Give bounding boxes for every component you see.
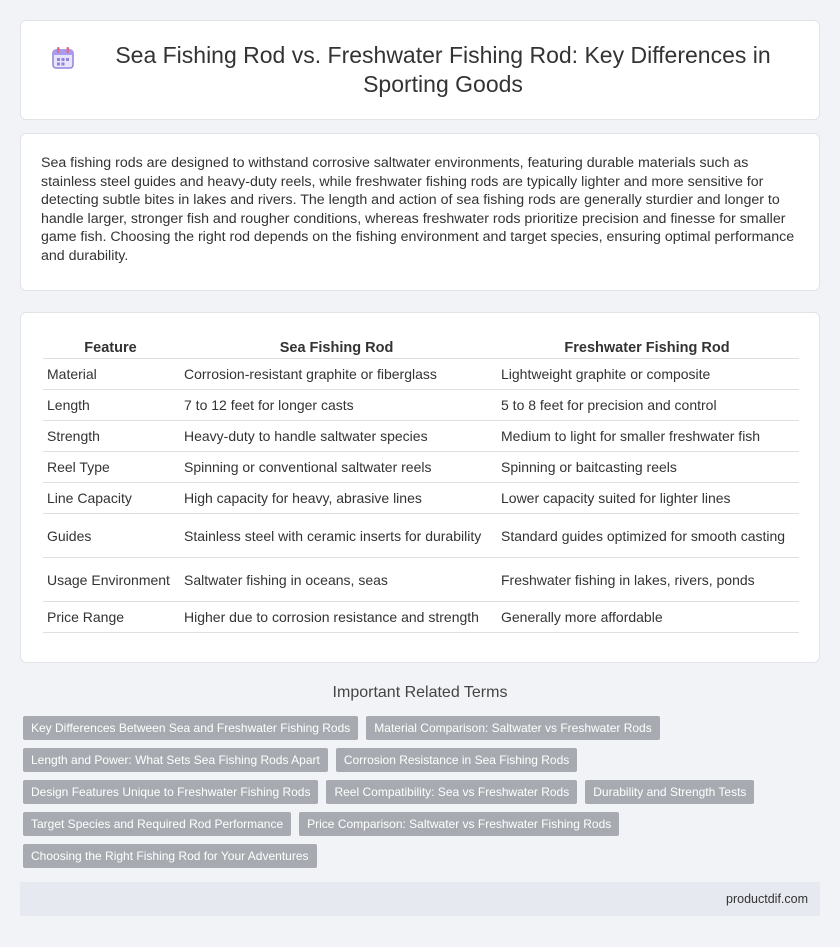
cell-freshwater: Lightweight graphite or composite	[495, 359, 799, 390]
cell-freshwater: Medium to light for smaller freshwater fish	[495, 421, 799, 452]
related-term-tag[interactable]: Price Comparison: Saltwater vs Freshwater Fishing Rods	[299, 812, 619, 836]
cell-sea: High capacity for heavy, abrasive lines	[178, 483, 495, 514]
table-row	[43, 359, 799, 390]
cell-feature: Line Capacity	[43, 483, 178, 514]
table-row	[43, 452, 799, 483]
cell-sea: Spinning or conventional saltwater reels	[178, 452, 495, 483]
related-term-tag[interactable]: Design Features Unique to Freshwater Fishing Rods	[23, 780, 318, 804]
cell-feature: Length	[43, 390, 178, 421]
comparison-table	[43, 333, 799, 633]
related-term-tag[interactable]: Target Species and Required Rod Performance	[23, 812, 291, 836]
related-term-tag[interactable]: Durability and Strength Tests	[585, 780, 754, 804]
calendar-icon	[50, 45, 76, 71]
cell-freshwater: Lower capacity suited for lighter lines	[495, 483, 799, 514]
comparison-table-card	[20, 312, 820, 663]
title-wrap	[50, 41, 790, 99]
intro-card	[20, 133, 820, 291]
cell-feature: Guides	[43, 514, 178, 558]
header-card	[20, 20, 820, 120]
header-freshwater-rod: Freshwater Fishing Rod	[495, 333, 799, 359]
related-term-tag[interactable]: Reel Compatibility: Sea vs Freshwater Rods	[326, 780, 577, 804]
table-row	[43, 421, 799, 452]
related-term-tag[interactable]: Choosing the Right Fishing Rod for Your Adventures	[23, 844, 317, 868]
table-row	[43, 514, 799, 558]
header-sea-rod: Sea Fishing Rod	[178, 333, 495, 359]
footer-site-link[interactable]: productdif.com	[726, 892, 808, 906]
cell-feature: Price Range	[43, 602, 178, 633]
tag-row	[23, 844, 823, 868]
related-term-tag[interactable]: Key Differences Between Sea and Freshwater Fishing Rods	[23, 716, 358, 740]
related-terms-tags	[23, 716, 823, 876]
cell-feature: Strength	[43, 421, 178, 452]
table-row	[43, 558, 799, 602]
page-title: Sea Fishing Rod vs. Freshwater Fishing Rod: Key Differences in Sporting Goods	[115, 42, 771, 97]
footer	[20, 882, 820, 916]
related-term-tag[interactable]: Corrosion Resistance in Sea Fishing Rods	[336, 748, 577, 772]
cell-freshwater: 5 to 8 feet for precision and control	[495, 390, 799, 421]
cell-sea: Corrosion-resistant graphite or fiberglass	[178, 359, 495, 390]
header-feature: Feature	[43, 333, 178, 359]
table-header-row	[43, 333, 799, 359]
cell-feature: Usage Environment	[43, 558, 178, 602]
tag-row	[23, 748, 823, 772]
table-row	[43, 602, 799, 633]
cell-sea: Saltwater fishing in oceans, seas	[178, 558, 495, 602]
cell-freshwater: Spinning or baitcasting reels	[495, 452, 799, 483]
table-row	[43, 483, 799, 514]
related-term-tag[interactable]: Material Comparison: Saltwater vs Freshwater Rods	[366, 716, 659, 740]
cell-freshwater: Generally more affordable	[495, 602, 799, 633]
cell-feature: Material	[43, 359, 178, 390]
related-terms-title: Important Related Terms	[332, 684, 508, 701]
intro-text: Sea fishing rods are designed to withstand corrosive saltwater environments, featuring durable materials such as stainless steel guides and heavy-duty reels, while freshwater fishing rods are typically lighter and more sensitive for detecting subtle bites in lakes and rivers. The length and action of sea fishing rods are generally sturdier and longer to handle larger, stronger fish and rougher conditions, whereas freshwater rods prioritize precision and finesse for smaller game fish. Choosing the right rod depends on the fishing environment and target species, ensuring optimal performance and durability.	[41, 155, 795, 264]
cell-sea: Higher due to corrosion resistance and strength	[178, 602, 495, 633]
tag-row	[23, 716, 823, 740]
cell-freshwater: Standard guides optimized for smooth casting	[495, 514, 799, 558]
related-term-tag[interactable]: Length and Power: What Sets Sea Fishing Rods Apart	[23, 748, 328, 772]
cell-sea: Stainless steel with ceramic inserts for durability	[178, 514, 495, 558]
table-row	[43, 390, 799, 421]
cell-freshwater: Freshwater fishing in lakes, rivers, ponds	[495, 558, 799, 602]
cell-feature: Reel Type	[43, 452, 178, 483]
tag-row	[23, 780, 823, 804]
cell-sea: Heavy-duty to handle saltwater species	[178, 421, 495, 452]
cell-sea: 7 to 12 feet for longer casts	[178, 390, 495, 421]
tag-row	[23, 812, 823, 836]
